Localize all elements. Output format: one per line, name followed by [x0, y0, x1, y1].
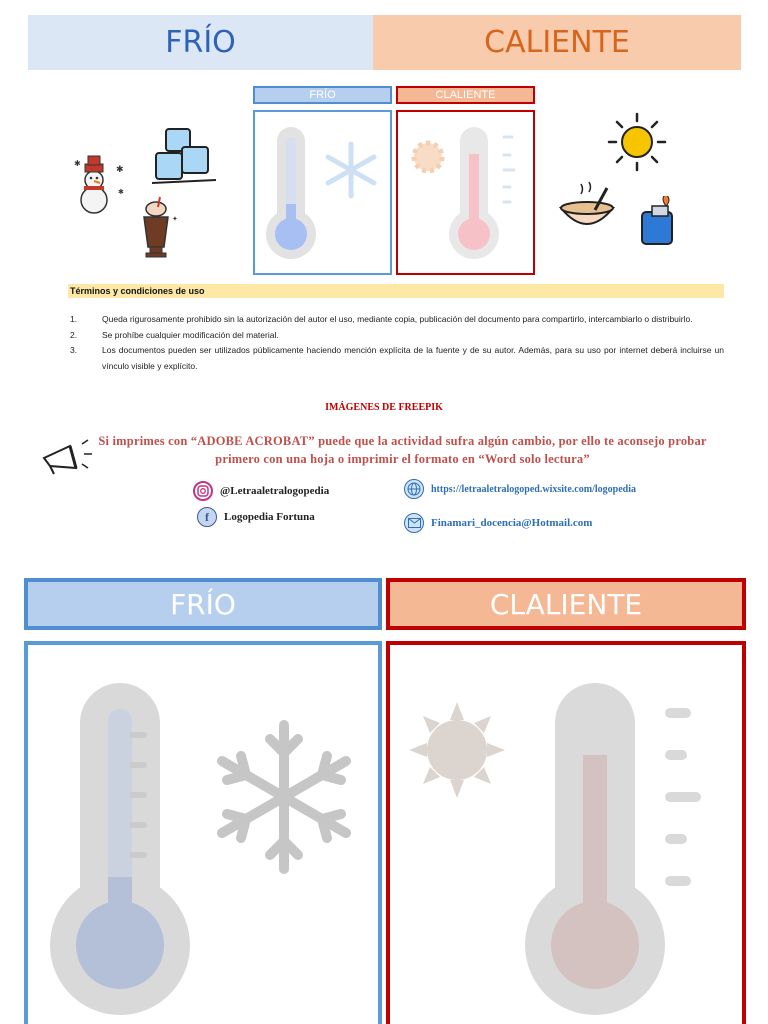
big-cold-thermometer-icon: [28, 645, 378, 1024]
mini-card-cold: [253, 110, 392, 275]
terms-item-number: 1.: [70, 314, 78, 324]
big-header-hot-label: CLALIENTE: [489, 587, 643, 621]
svg-text:✱: ✱: [118, 189, 124, 196]
sun-icon: [605, 110, 670, 175]
big-header-cold-label: FRÍO: [170, 587, 236, 621]
lighter-icon: [636, 196, 681, 251]
megaphone-icon: [40, 436, 98, 476]
image-credits: IMÁGENES DE FREEPIK: [325, 402, 443, 413]
header-cold: [28, 15, 373, 70]
big-card-cold: [24, 641, 382, 1024]
terms-item-number: 3.: [70, 345, 78, 355]
big-header-hot: [386, 578, 746, 630]
terms-item-text: Los documentos pueden ser utilizados públicamente haciendo mención explícita de la fuente y de su autor. Además, para su uso por internet deberá incluirse un vínculo visible y explícito.: [102, 345, 724, 371]
terms-list: [70, 312, 724, 374]
ice-cubes-icon: [150, 125, 220, 190]
email-link[interactable]: Finamari_docencia@Hotmail.com: [431, 517, 593, 529]
instagram-icon: [193, 481, 213, 501]
contact-instagram[interactable]: [193, 481, 329, 501]
terms-item-text: Queda rigurosamente prohibido sin la autorización del autor el uso, mediante copia, publicación del documento para compartirlo, intercambiarlo o distribuirlo.: [102, 314, 693, 324]
svg-text:✱: ✱: [74, 159, 81, 168]
snowman-icon: [72, 150, 132, 215]
mini-hot-thermometer-icon: [398, 112, 533, 273]
mail-icon: [404, 513, 424, 533]
header-cold-label: FRÍO: [165, 25, 236, 60]
header-hot-label: CALIENTE: [484, 25, 630, 60]
terms-title: Términos y condiciones de uso: [68, 284, 724, 298]
facebook-icon: f: [197, 507, 217, 527]
terms-item: [70, 328, 724, 344]
terms-item-number: 2.: [70, 329, 78, 340]
website-link[interactable]: https://letraaletralogoped.wixsite.com/logopedia: [431, 483, 636, 495]
terms-item: [70, 343, 724, 374]
soup-bowl-icon: [557, 180, 617, 235]
big-card-hot: [386, 641, 746, 1024]
mini-cold-thermometer-icon: [255, 112, 390, 273]
mini-label-hot: CLALIENTE: [396, 86, 535, 104]
facebook-name: Logopedia Fortuna: [224, 511, 315, 523]
big-hot-thermometer-icon: [390, 645, 742, 1024]
contact-web[interactable]: [404, 479, 636, 499]
svg-text:✱: ✱: [116, 164, 124, 174]
svg-text:✦: ✦: [172, 216, 178, 223]
terms-item-text: Se prohíbe cualquier modificación del material.: [102, 329, 279, 340]
header-hot: [373, 15, 741, 70]
contact-email[interactable]: [404, 513, 592, 533]
big-header-cold: [24, 578, 382, 630]
contact-facebook[interactable]: [197, 507, 315, 527]
mini-card-hot: [396, 110, 535, 275]
print-notice: Si imprimes con “ADOBE ACROBAT” puede que la actividad sufra algún cambio, por ello te aconsejo probar primero con una hoja o imprimir el formato en “Word solo lectura”: [98, 434, 707, 466]
hot-chocolate-icon: [132, 195, 182, 260]
globe-icon: [404, 479, 424, 499]
mini-label-cold: FRÍO: [253, 86, 392, 104]
instagram-handle: @Letraaletralogopedia: [220, 485, 330, 497]
terms-item: [70, 312, 724, 328]
sun-outline-icon: [409, 702, 505, 798]
